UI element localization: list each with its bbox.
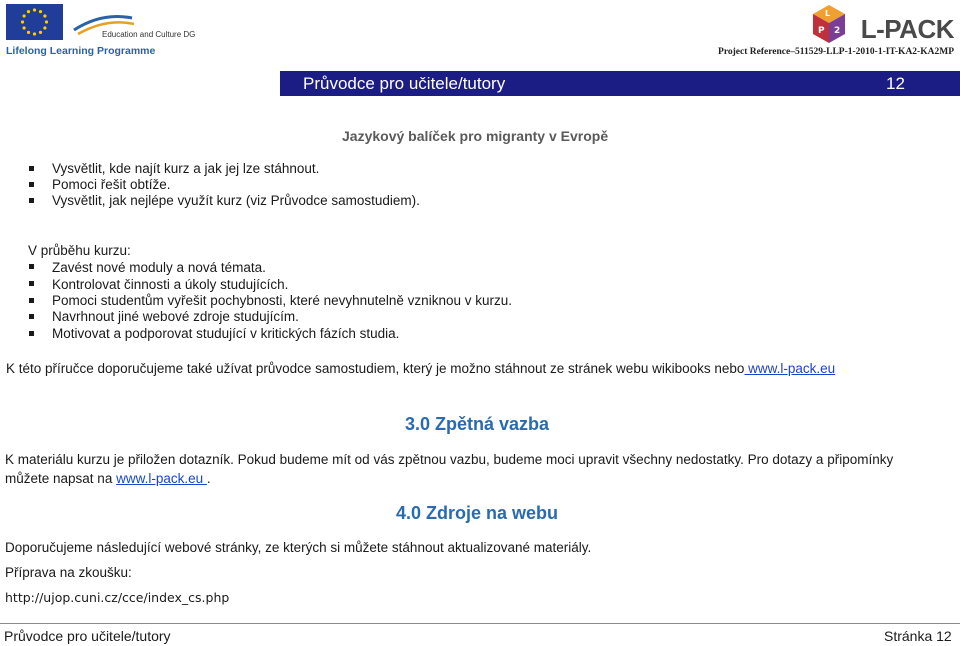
bullet-icon bbox=[29, 281, 34, 286]
bullet-icon bbox=[29, 198, 34, 203]
lpack-link[interactable]: www.l-pack.eu bbox=[744, 361, 836, 376]
footer-divider bbox=[0, 623, 960, 624]
list-item: Kontrolovat činnosti a úkoly studujících. bbox=[52, 277, 289, 292]
during-course-heading: V průběhu kurzu: bbox=[28, 243, 131, 258]
svg-text:2: 2 bbox=[834, 26, 841, 36]
list-item: Pomoci řešit obtíže. bbox=[52, 177, 171, 192]
feedback-period: . bbox=[206, 471, 211, 486]
web-sources-paragraph: Doporučujeme následující webové stránky, ze kterých si můžete stáhnout aktualizované materiály. bbox=[5, 540, 592, 555]
project-reference: Project Reference–511529-LLP-1-2010-1-IT-KA2-KA2MP bbox=[718, 47, 954, 57]
section-3-heading: 3.0 Zpětná vazba bbox=[405, 414, 550, 434]
band-page-number: 12 bbox=[886, 74, 905, 93]
svg-text:L: L bbox=[825, 9, 831, 18]
footer-page-number: Stránka 12 bbox=[884, 628, 952, 644]
band-subtitle: Jazykový balíček pro migranty v Evropě bbox=[342, 128, 609, 144]
section-4-heading: 4.0 Zdroje na webu bbox=[396, 503, 559, 523]
list-item: Motivovat a podporovat studující v kritických fázích studia. bbox=[52, 326, 400, 341]
lpack-wordmark: L-PACK bbox=[860, 14, 954, 44]
feedback-paragraph-line-2 bbox=[5, 471, 211, 487]
eac-label: Education and Culture DG bbox=[102, 30, 196, 39]
lpack-cube-icon bbox=[809, 3, 849, 47]
exam-prep-url[interactable]: http://ujop.cuni.cz/cce/index_cs.php bbox=[5, 590, 230, 605]
title-band-cutout bbox=[0, 71, 280, 96]
svg-text:P: P bbox=[818, 26, 825, 36]
list-item: Navrhnout jiné webové zdroje studujícím. bbox=[52, 309, 299, 324]
eu-llp-logo bbox=[6, 4, 196, 57]
feedback-paragraph-line-1: K materiálu kurzu je přiložen dotazník. Pokud budeme mít od vás zpětnou vazbu, budeme moci upravit všechny nedostatky. Pro dotazy a připomínky bbox=[5, 452, 894, 467]
eu-flag-icon bbox=[6, 4, 63, 40]
bullet-icon bbox=[29, 166, 34, 171]
feedback-text: můžete napsat na bbox=[5, 471, 113, 486]
bullet-icon bbox=[29, 331, 34, 336]
list-item: Pomoci studentům vyřešit pochybnosti, které nevyhnutelně vzniknou v kurzu. bbox=[52, 293, 512, 308]
list-item: Vysvětlit, kde najít kurz a jak jej lze stáhnout. bbox=[52, 161, 320, 176]
band-title: Průvodce pro učitele/tutory bbox=[303, 74, 506, 93]
list-item: Vysvětlit, jak nejlépe využít kurz (viz Průvodce samostudiem). bbox=[52, 193, 420, 208]
lpack-link[interactable]: www.l-pack.eu bbox=[116, 471, 207, 486]
recommend-paragraph bbox=[6, 361, 835, 377]
list-item: Zavést nové moduly a nová témata. bbox=[52, 260, 266, 275]
llp-label: Lifelong Learning Programme bbox=[6, 45, 156, 57]
recommend-text: K této příručce doporučujeme také užívat průvodce samostudiem, který je možno stáhnout ze stránek webu wikibooks nebo bbox=[6, 361, 745, 376]
footer-title: Průvodce pro učitele/tutory bbox=[4, 628, 171, 644]
bullet-icon bbox=[29, 298, 34, 303]
bullet-icon bbox=[29, 314, 34, 319]
exam-prep-label: Příprava na zkoušku: bbox=[5, 565, 132, 580]
bullet-icon bbox=[29, 264, 34, 269]
bullet-icon bbox=[29, 182, 34, 187]
